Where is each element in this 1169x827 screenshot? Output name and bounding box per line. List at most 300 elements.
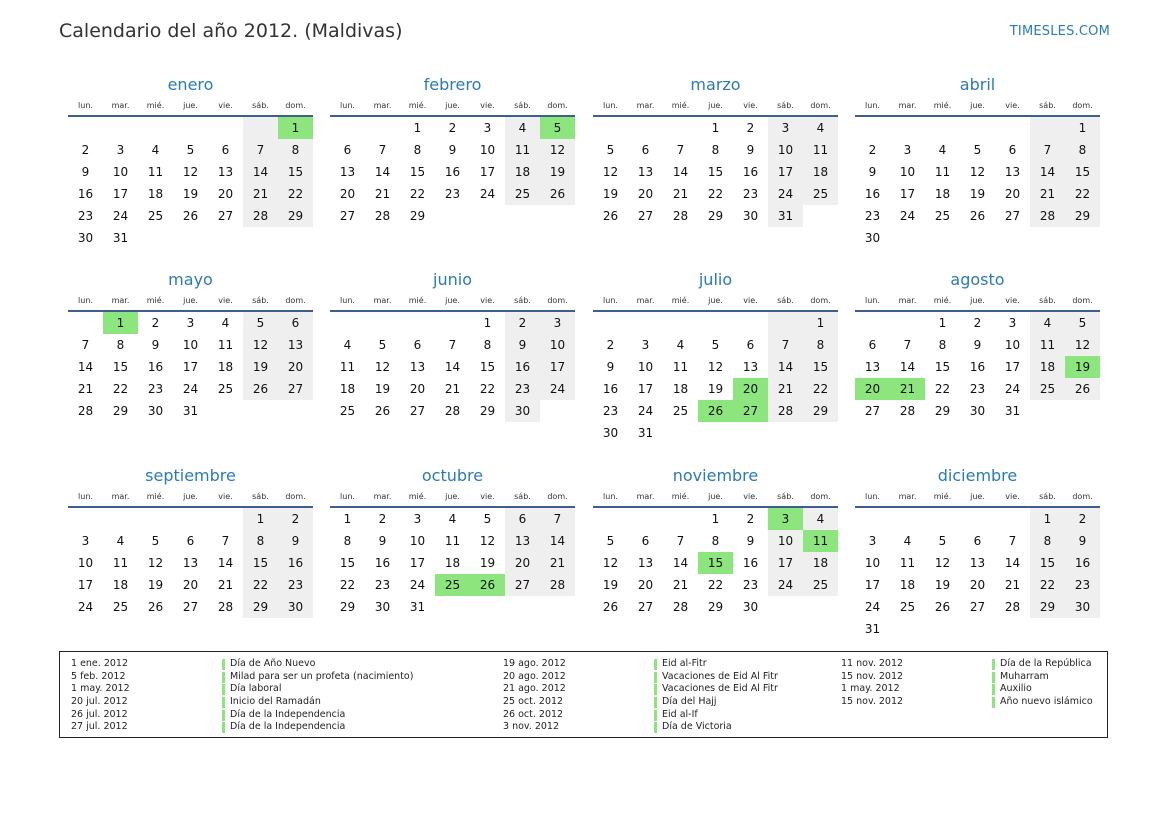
day-cell: 23 — [864, 209, 881, 223]
legend-holiday-name: Vacaciones de Eid Al Fitr — [662, 670, 778, 682]
week-row — [330, 205, 575, 227]
legend-date: 11 nov. 2012 — [841, 658, 904, 669]
weekday-label: mar. — [111, 492, 130, 501]
week-row — [593, 334, 838, 356]
weekday-label: dom. — [1072, 492, 1093, 501]
day-cell: 5 — [483, 512, 492, 526]
day-cell: 20 — [505, 552, 540, 574]
empty-day-cell — [628, 508, 663, 530]
weekday-label: lun. — [78, 101, 93, 110]
empty-day-cell — [1030, 117, 1065, 139]
day-cell: 15 — [339, 556, 356, 570]
weekday-header — [68, 492, 313, 508]
day-cell: 10 — [479, 143, 496, 157]
weekday-header — [68, 101, 313, 117]
empty-day-cell — [925, 508, 960, 530]
day-cell: 7 — [243, 139, 278, 161]
day-cell: 23 — [374, 578, 391, 592]
week-row — [68, 356, 313, 378]
day-cell: 31 — [768, 205, 803, 227]
day-cell: 23 — [1065, 574, 1100, 596]
day-cell: 22 — [707, 578, 724, 592]
empty-day-cell — [960, 508, 995, 530]
day-cell: 22 — [243, 574, 278, 596]
day-cell: 9 — [868, 165, 877, 179]
week-row — [68, 530, 313, 552]
day-cell: 13 — [1004, 165, 1021, 179]
legend-item — [841, 696, 1093, 709]
week-row — [593, 422, 838, 444]
day-cell: 12 — [969, 165, 986, 179]
day-cell: 2 — [448, 121, 457, 135]
weekday-label: vie. — [218, 101, 233, 110]
day-cell: 28 — [77, 404, 94, 418]
day-cell: 25 — [934, 209, 951, 223]
day-cell: 28 — [672, 209, 689, 223]
day-cell: 18 — [934, 187, 951, 201]
week-row — [330, 378, 575, 400]
day-cell: 26 — [602, 209, 619, 223]
empty-day-cell — [890, 227, 925, 249]
legend-date: 1 ene. 2012 — [71, 658, 128, 669]
day-cell: 4 — [803, 117, 838, 139]
month-septiembre — [68, 466, 313, 618]
empty-day-cell — [855, 508, 890, 530]
weekday-label: dom. — [285, 101, 306, 110]
day-cell: 5 — [151, 534, 160, 548]
weekday-label: mar. — [898, 492, 917, 501]
day-cell: 15 — [1030, 552, 1065, 574]
day-cell: 16 — [742, 165, 759, 179]
weekday-label: dom. — [810, 492, 831, 501]
empty-day-cell — [173, 227, 208, 249]
day-cell: 25 — [217, 382, 234, 396]
weekday-label: mié. — [671, 296, 690, 305]
legend-holiday-name: Día laboral — [230, 683, 282, 695]
day-cell: 23 — [278, 574, 313, 596]
day-cell: 29 — [1030, 596, 1065, 618]
day-cell: 27 — [969, 600, 986, 614]
weekday-label: vie. — [743, 492, 758, 501]
day-cell: 12 — [479, 534, 496, 548]
weekday-header — [593, 492, 838, 508]
holiday-marker — [222, 722, 225, 733]
legend-holiday-name: Día de Victoria — [662, 721, 732, 733]
day-cell: 12 — [707, 360, 724, 374]
week-row — [855, 227, 1100, 249]
day-cell: 7 — [676, 534, 685, 548]
legend-holiday-name: Día de la República — [1000, 658, 1092, 669]
week-row — [593, 552, 838, 574]
day-cell: 14 — [672, 165, 689, 179]
day-cell: 22 — [803, 378, 838, 400]
empty-day-cell — [68, 312, 103, 334]
empty-day-cell — [1030, 400, 1065, 422]
weekday-label: mié. — [933, 296, 952, 305]
day-cell: 24 — [768, 183, 803, 205]
day-cell: 5 — [606, 143, 615, 157]
day-cell: 3 — [483, 121, 492, 135]
empty-day-cell — [103, 117, 138, 139]
day-cell: 30 — [742, 209, 759, 223]
legend-holiday-name: Año nuevo islámico — [1000, 696, 1093, 708]
day-cell: 2 — [81, 143, 90, 157]
empty-day-cell — [470, 596, 505, 618]
day-cell: 13 — [409, 360, 426, 374]
day-cell: 4 — [676, 338, 685, 352]
holiday-day-cell: 25 — [435, 574, 470, 596]
day-cell: 9 — [606, 360, 615, 374]
holiday-marker — [654, 722, 657, 733]
day-cell: 11 — [672, 360, 689, 374]
day-cell: 26 — [243, 378, 278, 400]
day-cell: 2 — [868, 143, 877, 157]
weekday-label: mar. — [636, 492, 655, 501]
empty-day-cell — [365, 312, 400, 334]
weekday-label: jue. — [970, 101, 985, 110]
day-cell: 30 — [505, 400, 540, 422]
day-cell: 10 — [112, 165, 129, 179]
weekday-label: mar. — [373, 101, 392, 110]
day-cell: 23 — [742, 578, 759, 592]
day-cell: 11 — [1030, 334, 1065, 356]
legend-item — [841, 683, 1093, 696]
month-title: enero — [167, 75, 214, 94]
month-title: abril — [959, 75, 996, 94]
holiday-marker — [654, 697, 657, 708]
day-cell: 2 — [1065, 508, 1100, 530]
day-cell: 16 — [147, 360, 164, 374]
empty-day-cell — [593, 508, 628, 530]
weekday-label: lun. — [865, 101, 880, 110]
day-cell: 24 — [182, 382, 199, 396]
weekday-label: jue. — [445, 296, 460, 305]
day-cell: 18 — [112, 578, 129, 592]
month-title: agosto — [950, 270, 1005, 289]
day-cell: 17 — [768, 552, 803, 574]
day-cell: 13 — [637, 165, 654, 179]
empty-day-cell — [330, 117, 365, 139]
day-cell: 12 — [602, 556, 619, 570]
weekday-label: sáb. — [1039, 492, 1056, 501]
weekday-label: mar. — [111, 296, 130, 305]
day-cell: 20 — [969, 578, 986, 592]
day-cell: 4 — [938, 143, 947, 157]
day-cell: 28 — [1004, 600, 1021, 614]
day-cell: 16 — [864, 187, 881, 201]
empty-day-cell — [768, 596, 803, 618]
day-cell: 2 — [973, 316, 982, 330]
day-cell: 11 — [899, 556, 916, 570]
weekday-label: mar. — [898, 296, 917, 305]
day-cell: 6 — [505, 508, 540, 530]
day-cell: 24 — [899, 209, 916, 223]
day-cell: 2 — [505, 312, 540, 334]
week-row — [330, 117, 575, 139]
day-cell: 21 — [444, 382, 461, 396]
day-cell: 19 — [182, 187, 199, 201]
day-cell: 17 — [1004, 360, 1021, 374]
empty-day-cell — [435, 312, 470, 334]
day-cell: 25 — [505, 183, 540, 205]
day-cell: 4 — [1030, 312, 1065, 334]
day-cell: 17 — [77, 578, 94, 592]
day-cell: 8 — [483, 338, 492, 352]
day-cell: 11 — [339, 360, 356, 374]
day-cell: 8 — [278, 139, 313, 161]
legend-date: 20 jul. 2012 — [71, 696, 128, 708]
month-noviembre — [593, 466, 838, 618]
week-row — [68, 552, 313, 574]
day-cell: 18 — [803, 161, 838, 183]
day-cell: 13 — [637, 556, 654, 570]
day-cell: 26 — [147, 600, 164, 614]
day-cell: 16 — [77, 187, 94, 201]
day-cell: 17 — [768, 161, 803, 183]
day-cell: 25 — [803, 183, 838, 205]
day-cell: 8 — [1030, 530, 1065, 552]
day-cell: 10 — [768, 139, 803, 161]
day-cell: 18 — [147, 187, 164, 201]
empty-day-cell — [698, 422, 733, 444]
legend-date: 26 jul. 2012 — [71, 708, 128, 720]
weekday-label: jue. — [970, 492, 985, 501]
day-cell: 3 — [1008, 316, 1017, 330]
weekday-label: sáb. — [777, 296, 794, 305]
day-cell: 26 — [182, 209, 199, 223]
day-cell: 18 — [339, 382, 356, 396]
weekday-label: jue. — [708, 101, 723, 110]
day-cell: 1 — [803, 312, 838, 334]
day-cell: 4 — [803, 508, 838, 530]
weekday-label: dom. — [810, 296, 831, 305]
empty-day-cell — [540, 205, 575, 227]
day-cell: 10 — [182, 338, 199, 352]
day-cell: 1 — [711, 121, 720, 135]
day-cell: 13 — [182, 556, 199, 570]
day-cell: 19 — [707, 382, 724, 396]
day-cell: 29 — [803, 400, 838, 422]
legend-holiday-name: Muharram — [1000, 670, 1049, 682]
weekday-label: lun. — [340, 492, 355, 501]
day-cell: 14 — [1030, 161, 1065, 183]
day-cell: 10 — [1004, 338, 1021, 352]
day-cell: 27 — [864, 404, 881, 418]
day-cell: 25 — [803, 574, 838, 596]
legend-date: 25 oct. 2012 — [503, 696, 564, 708]
day-cell: 7 — [1030, 139, 1065, 161]
day-cell: 29 — [409, 209, 426, 223]
day-cell: 5 — [938, 534, 947, 548]
day-cell: 1 — [711, 512, 720, 526]
weekday-header — [330, 296, 575, 312]
weekday-label: vie. — [743, 101, 758, 110]
day-cell: 27 — [278, 378, 313, 400]
holiday-day-cell: 1 — [103, 312, 138, 334]
legend-holiday-name: Eid al-Fitr — [662, 658, 707, 669]
day-cell: 19 — [479, 556, 496, 570]
day-cell: 5 — [711, 338, 720, 352]
day-cell: 21 — [77, 382, 94, 396]
empty-day-cell — [278, 400, 313, 422]
weekday-label: dom. — [1072, 296, 1093, 305]
legend-date: 5 feb. 2012 — [71, 670, 126, 682]
day-cell: 29 — [707, 600, 724, 614]
day-cell: 15 — [479, 360, 496, 374]
day-cell: 10 — [899, 165, 916, 179]
week-row — [330, 508, 575, 530]
day-cell: 16 — [602, 382, 619, 396]
legend-holiday-name: Inicio del Ramadán — [230, 696, 321, 708]
day-cell: 6 — [746, 338, 755, 352]
empty-day-cell — [925, 227, 960, 249]
week-row — [593, 117, 838, 139]
empty-day-cell — [278, 227, 313, 249]
day-cell: 21 — [217, 578, 234, 592]
holiday-day-cell: 26 — [698, 400, 733, 422]
empty-day-cell — [208, 400, 243, 422]
legend-holiday-name: Día del Hajj — [662, 696, 717, 708]
day-cell: 16 — [374, 556, 391, 570]
day-cell: 24 — [479, 187, 496, 201]
weekday-label: mar. — [373, 296, 392, 305]
day-cell: 28 — [243, 205, 278, 227]
day-cell: 21 — [672, 578, 689, 592]
empty-day-cell — [1065, 618, 1100, 640]
weekday-label: vie. — [218, 492, 233, 501]
weekday-label: mié. — [933, 101, 952, 110]
empty-day-cell — [663, 312, 698, 334]
week-row — [855, 596, 1100, 618]
day-cell: 30 — [602, 426, 619, 440]
weekday-label: vie. — [1005, 492, 1020, 501]
legend-holiday-name: Vacaciones de Eid Al Fitr — [662, 683, 778, 695]
day-cell: 9 — [746, 534, 755, 548]
day-cell: 18 — [444, 556, 461, 570]
day-cell: 10 — [864, 556, 881, 570]
empty-day-cell — [768, 422, 803, 444]
day-cell: 18 — [1030, 356, 1065, 378]
day-cell: 26 — [374, 404, 391, 418]
day-cell: 24 — [637, 404, 654, 418]
month-title: febrero — [423, 75, 482, 94]
weekday-label: jue. — [708, 296, 723, 305]
day-cell: 22 — [707, 187, 724, 201]
day-cell: 14 — [768, 356, 803, 378]
day-cell: 10 — [768, 530, 803, 552]
day-cell: 31 — [112, 231, 129, 245]
day-cell: 1 — [1030, 508, 1065, 530]
brand-link[interactable]: TIMESLES.COM — [1009, 24, 1110, 39]
weekday-label: jue. — [445, 101, 460, 110]
empty-day-cell — [435, 596, 470, 618]
holiday-day-cell: 21 — [890, 378, 925, 400]
day-cell: 18 — [899, 578, 916, 592]
day-cell: 2 — [746, 512, 755, 526]
day-cell: 4 — [448, 512, 457, 526]
day-cell: 12 — [182, 165, 199, 179]
day-cell: 9 — [278, 530, 313, 552]
empty-day-cell — [138, 508, 173, 530]
weekday-label: mié. — [408, 101, 427, 110]
day-cell: 6 — [868, 338, 877, 352]
week-row — [593, 356, 838, 378]
weekday-label: mié. — [408, 296, 427, 305]
day-cell: 14 — [243, 161, 278, 183]
day-cell: 6 — [1008, 143, 1017, 157]
day-cell: 11 — [934, 165, 951, 179]
empty-day-cell — [208, 117, 243, 139]
weekday-header — [855, 296, 1100, 312]
year-calendar-grid — [68, 75, 1103, 645]
week-row — [330, 552, 575, 574]
empty-day-cell — [628, 117, 663, 139]
day-cell: 19 — [147, 578, 164, 592]
week-row — [593, 183, 838, 205]
week-row — [330, 530, 575, 552]
day-cell: 6 — [413, 338, 422, 352]
empty-day-cell — [243, 400, 278, 422]
month-enero — [68, 75, 313, 249]
legend-item — [503, 671, 778, 684]
weekday-label: mié. — [146, 101, 165, 110]
week-row — [593, 574, 838, 596]
day-cell: 11 — [444, 534, 461, 548]
day-cell: 21 — [768, 378, 803, 400]
day-cell: 14 — [217, 556, 234, 570]
day-cell: 26 — [934, 600, 951, 614]
empty-day-cell — [733, 312, 768, 334]
day-cell: 13 — [969, 556, 986, 570]
day-cell: 8 — [413, 143, 422, 157]
weekday-label: jue. — [445, 492, 460, 501]
holiday-day-cell: 20 — [855, 378, 890, 400]
empty-day-cell — [1030, 618, 1065, 640]
day-cell: 19 — [243, 356, 278, 378]
week-row — [855, 205, 1100, 227]
empty-day-cell — [803, 596, 838, 618]
day-cell: 8 — [803, 334, 838, 356]
empty-day-cell — [505, 205, 540, 227]
day-cell: 25 — [672, 404, 689, 418]
weekday-label: sáb. — [514, 492, 531, 501]
week-row — [68, 312, 313, 334]
day-cell: 30 — [969, 404, 986, 418]
day-cell: 7 — [221, 534, 230, 548]
empty-day-cell — [995, 508, 1030, 530]
day-cell: 10 — [540, 334, 575, 356]
weekday-label: lun. — [865, 492, 880, 501]
day-cell: 30 — [1065, 596, 1100, 618]
day-cell: 18 — [803, 552, 838, 574]
month-junio — [330, 270, 575, 422]
empty-day-cell — [890, 508, 925, 530]
weekday-label: lun. — [78, 492, 93, 501]
weekday-label: sáb. — [777, 492, 794, 501]
month-title: julio — [698, 270, 733, 289]
day-cell: 27 — [339, 209, 356, 223]
day-cell: 8 — [711, 143, 720, 157]
week-row — [593, 312, 838, 334]
holiday-marker — [222, 697, 225, 708]
day-cell: 29 — [934, 404, 951, 418]
day-cell: 3 — [903, 143, 912, 157]
day-cell: 9 — [1065, 530, 1100, 552]
day-cell: 23 — [444, 187, 461, 201]
weekday-label: lun. — [340, 101, 355, 110]
weekday-label: dom. — [285, 296, 306, 305]
day-cell: 17 — [409, 556, 426, 570]
